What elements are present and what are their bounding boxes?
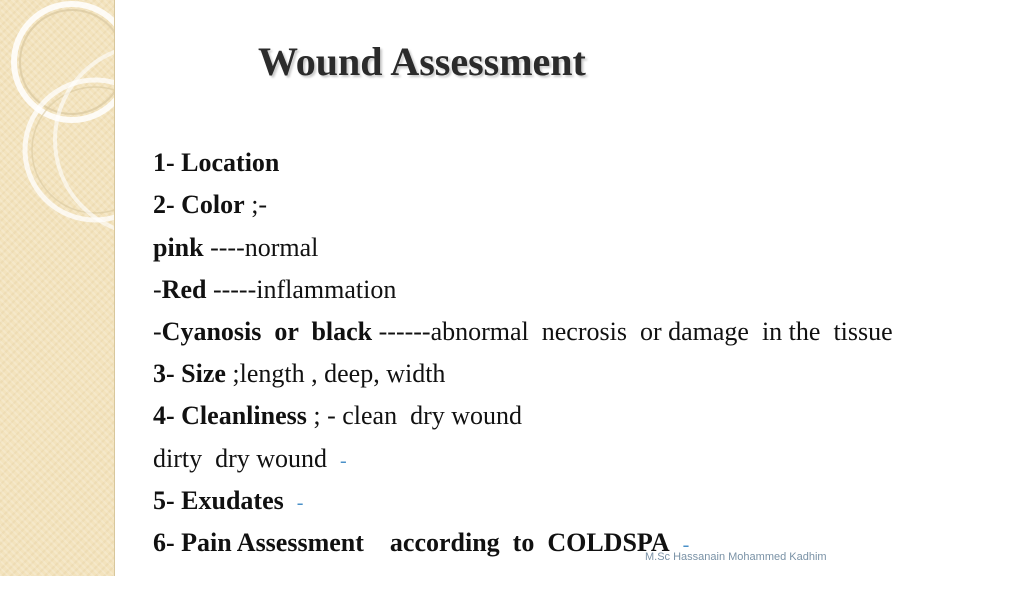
exudates-marker: - — [296, 491, 304, 514]
color-separator: ;- — [244, 190, 268, 220]
size-label: 3- Size — [153, 359, 226, 389]
page-title: Wound Assessment — [258, 39, 586, 84]
cyanosis-term: Cyanosis or black — [161, 316, 373, 346]
red-desc: -----inflammation — [206, 274, 397, 304]
pain-label: 6- Pain Assessment — [153, 527, 364, 557]
decorative-side-panel — [0, 0, 115, 576]
decorative-circles-icon — [0, 0, 114, 576]
red-prefix: - — [153, 274, 162, 304]
cyanosis-prefix: - — [153, 316, 162, 346]
author-footer: M.Sc Hassanain Mohammed Kadhim — [645, 551, 827, 563]
size-desc: ;length , deep, width — [225, 359, 446, 389]
red-term: Red — [161, 274, 207, 304]
location-label: 1- Location — [153, 148, 280, 178]
dirty-wound-text: dirty dry wound — [153, 443, 328, 473]
pink-desc: ----normal — [203, 232, 319, 262]
color-label: 2- Color — [153, 190, 245, 220]
cyanosis-desc: ------abnormal necrosis or damage in the tissue — [372, 316, 893, 346]
cleanliness-label: 4- Cleanliness — [153, 401, 307, 431]
pink-term: pink — [153, 232, 204, 262]
pain-desc: according to COLDSPA — [389, 527, 670, 557]
exudates-label: 5- Exudates — [153, 485, 284, 515]
list-item-location — [127, 100, 893, 178]
dirty-wound-marker: - — [340, 449, 347, 472]
cleanliness-desc: ; - clean dry wound — [306, 401, 523, 431]
pain-marker: - — [682, 533, 690, 556]
